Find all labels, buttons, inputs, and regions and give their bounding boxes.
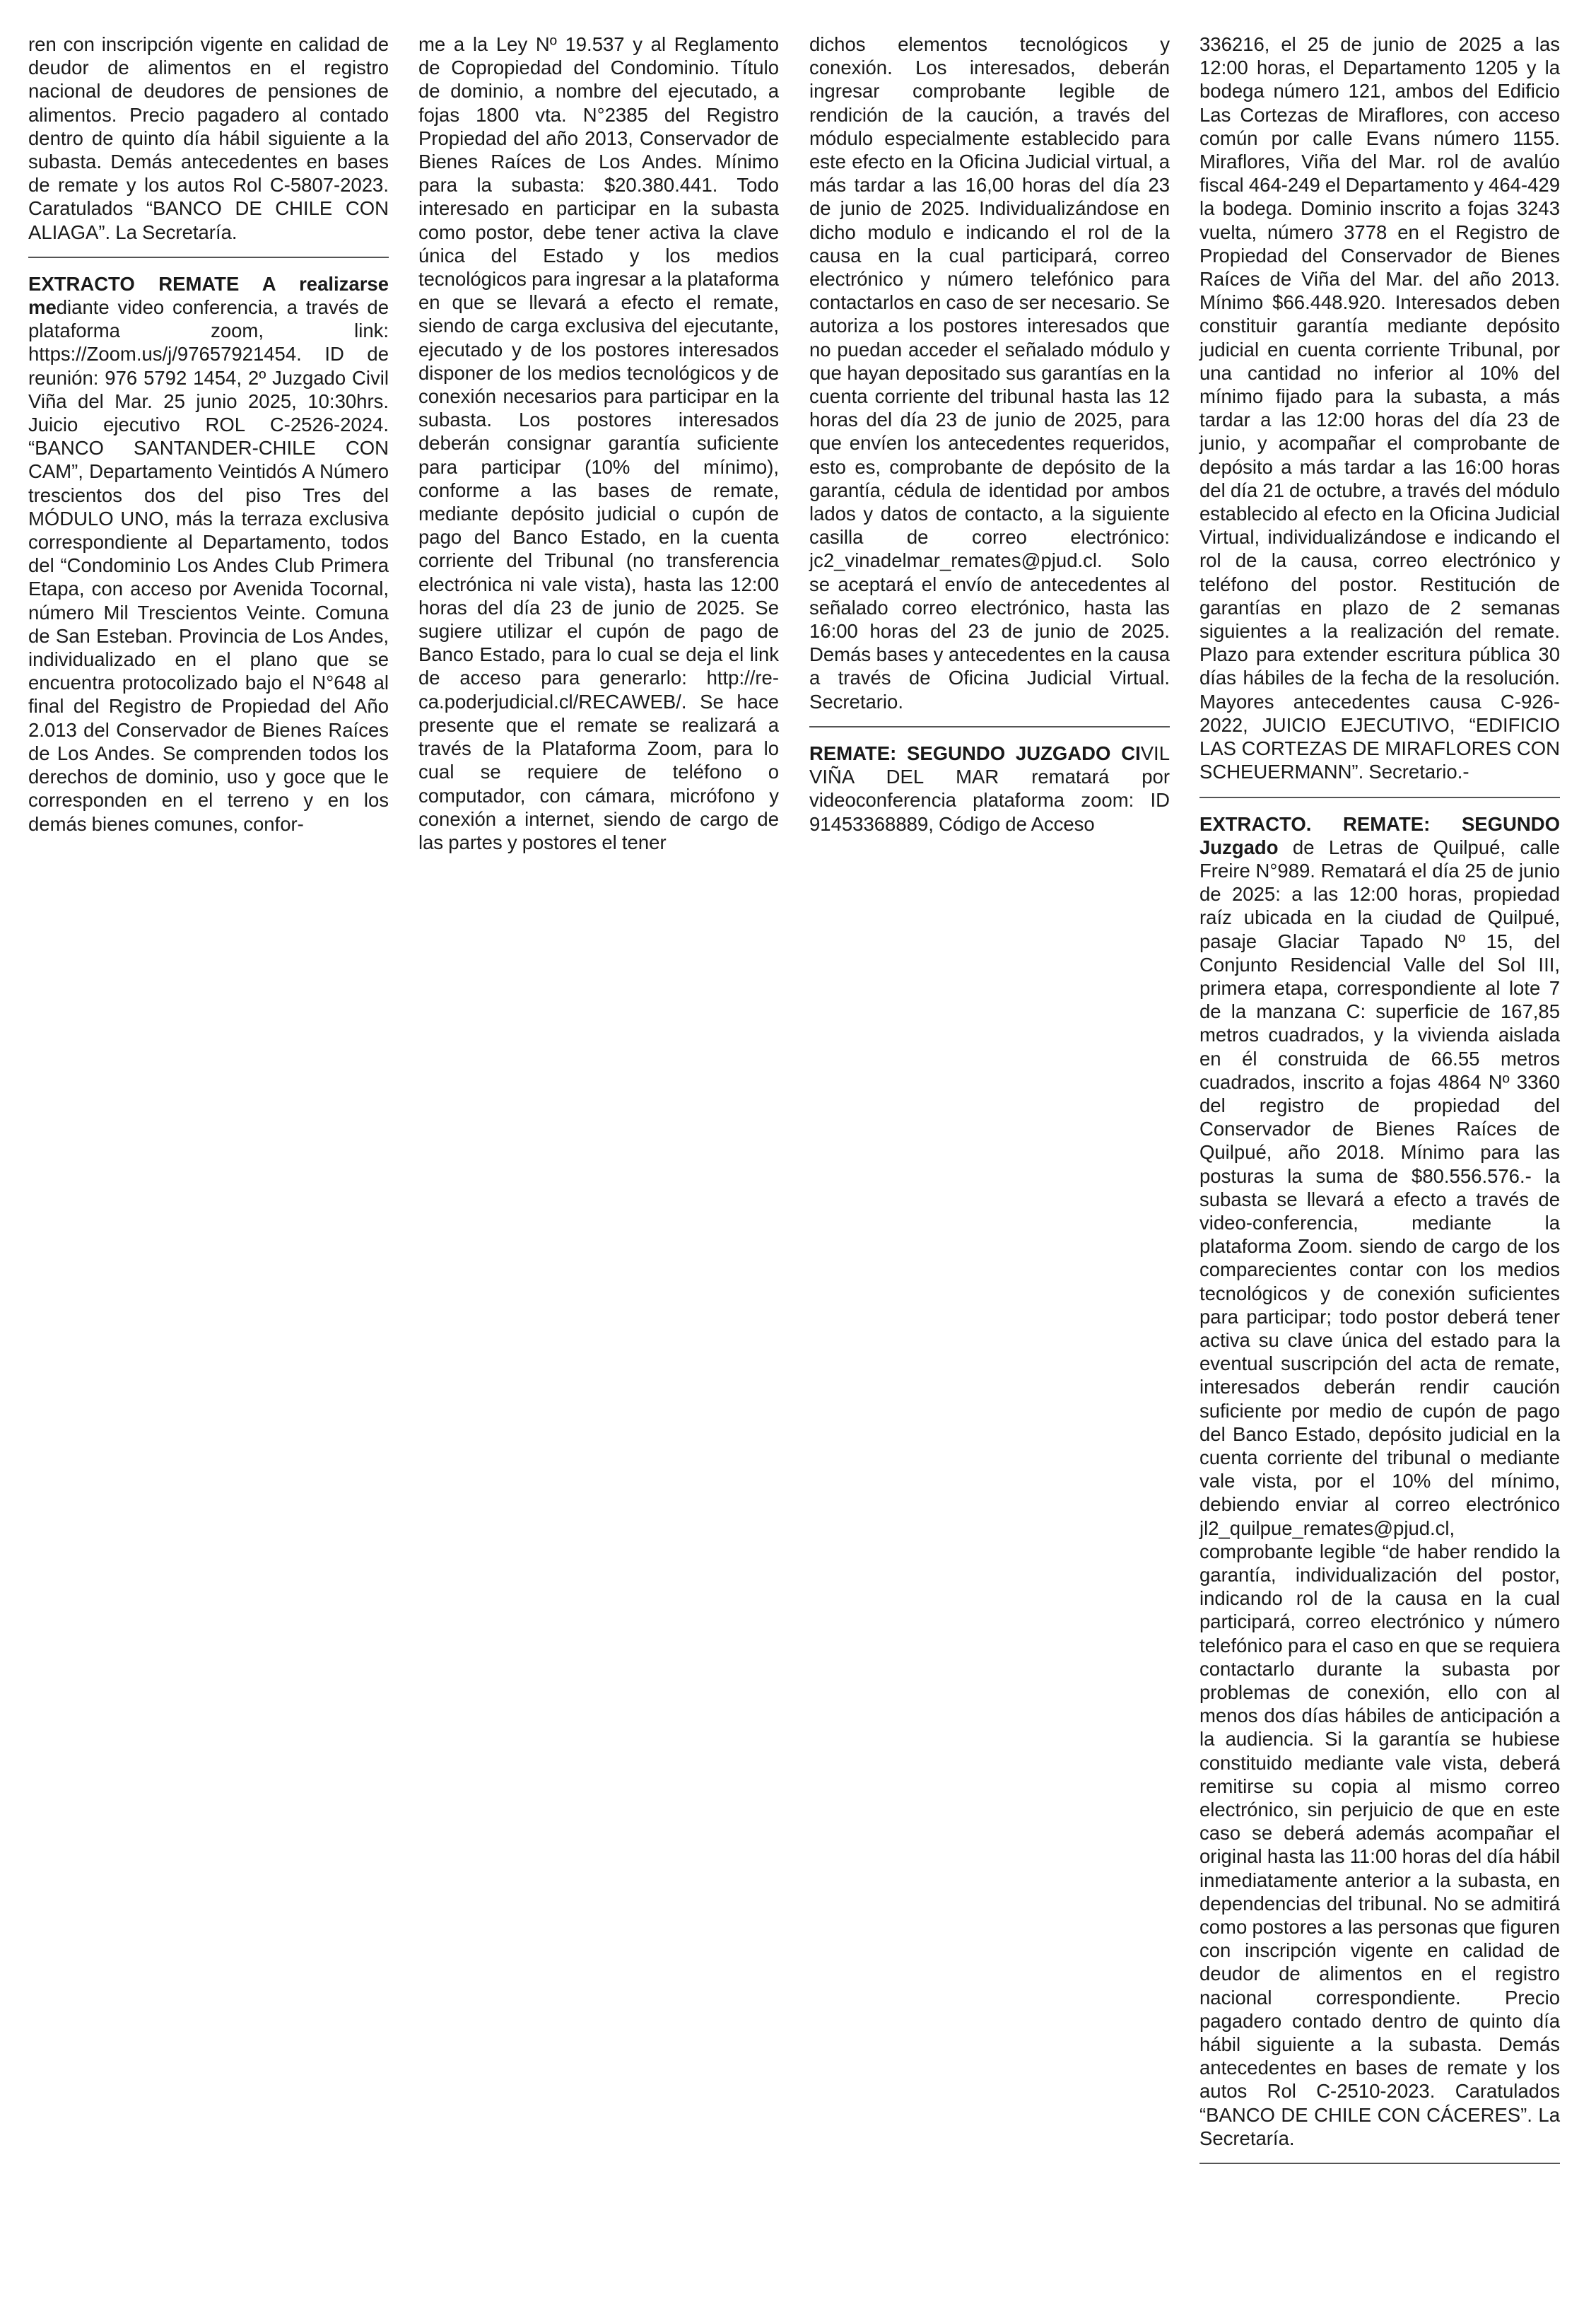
notice-divider xyxy=(1199,797,1560,798)
notice-lead: REMATE: SEGUNDO JUZGADO CI xyxy=(809,742,1141,764)
notice-remate-santander-end xyxy=(809,33,1170,713)
notice-body: de Letras de Quilpué, calle Freire N°989. Rematará el día 25 de junio de 2025: a las 12:00 horas, propiedad raíz ubicada en la ciudad de Quilpué, pasaje Glaciar Tapado Nº 15, del Conjunto Residencial Valle del Sol III, primera etapa, correspondiente al lote 7 de la manzana C: superficie de 167,85 metros cuadrados, y la vivienda aislada en él construida de 66.55 metros cuadrados, inscrito a fojas 4864 Nº 3360 del registro de propiedad del Conservador de Bienes Raíces de Quilpué, año 2018. Mínimo para las posturas la suma de $80.556.576.- la subasta se llevará a efecto a través de video-conferencia, mediante la plataforma Zoom. siendo de cargo de los comparecientes contar con los medios tecnológicos y de conexión suficientes para participar; todo postor deberá tener activa su clave única del estado para la eventual suscripción del acta de remate, interesados deberán rendir caución suficiente por medio de cupón de pago del Banco Estado, depósito judicial en la cuenta corriente del tribunal o mediante vale vista, por el 10% del mínimo, debiendo enviar al correo electrónico jl2_quilpue_remates@pjud.cl, comprobante legible “de haber rendido la garantía, individualización del postor, indicando rol de la causa en la cual participará, correo electrónico y número telefónico para el caso en que se requiera contactarlo durante la subasta por problemas de conexión, ello con al menos dos días hábiles de anticipación a la audiencia. Si la garantía se hubiese constituido mediante vale vista, deberá remitirse su copia al mismo correo electrónico, sin perjuicio de que en este caso se deberá además acompañar el original hasta las 11:00 horas del día hábil inmediatamente anterior a la subasta, en dependencias del tribunal. No se admitirá como postores a las personas que figuren con inscripción vigente en calidad de deudor de alimentos en el registro nacional correspondiente. Precio pagadero contado dentro de quinto día hábil siguiente a la subasta. Demás antecedentes en bases de remate y los autos Rol C-2510-2023. Caratulados “BANCO DE CHILE CON CÁCERES”. La Secretaría. xyxy=(1199,836,1560,2149)
notice-remate-cortezas xyxy=(809,742,1170,836)
column-3 xyxy=(809,33,1170,836)
column-4 xyxy=(1199,33,1560,2178)
notice-remate-quilpue xyxy=(1199,812,1560,2151)
notice-body: diante video conferencia, a través de plataforma zoom, link: https://Zoom.us/j/97657921454. ID de reunión: 976 5792 1454, 2º Juzgado Civil Viña del Mar. 25 junio 2025, 10:30hrs. Juicio ejecutivo ROL C-2526-2024. “BANCO SANTANDER-CHILE CON CAM”, Departamento Veintidós A Número trescientos dos del piso Tres del MÓDULO UNO, más la terraza exclusiva correspondiente al Departamento, todos del “Condominio Los Andes Club Primera Etapa, con acceso por Avenida Tocornal, número Mil Trescientos Veinte. Comuna de San Esteban. Provincia de Los Andes, individualizado en el plano que se encuentra protocolizado bajo el N°648 al final del Registro de Propiedad del Año 2.013 del Conservador de Bienes Raíces de Los Andes. Se comprenden todos los derechos de dominio, uso y goce que le corresponden en el terreno y en los demás bienes comunes, confor- xyxy=(28,296,389,835)
notice-body: 336216, el 25 de junio de 2025 a las 12:00 horas, el Departamento 1205 y la bodega número 121, ambos del Edificio Las Cortezas de Miraflores, con acceso común por calle Evans número 1155. Miraflores, Viña del Mar. rol de avalúo fiscal 464-249 el Departamento y 464-429 la bodega. Dominio inscrito a fojas 3243 vuelta, número 3778 en el Registro de Propiedad del Conservador de Bienes Raíces de Viña del Mar. del año 2013. Mínimo $66.448.920. Interesados deben constituir garantía mediante depósito judicial en cuenta corriente Tribunal, por una cantidad no inferior al 10% del mínimo fijado para la subasta, a más tardar a las 12:00 horas del día 23 de junio, y acompañar el comprobante de depósito a más tardar a las 16:00 horas del día 21 de octubre, a través del módulo establecido al efecto en la Oficina Judicial Virtual, individualizándose e indicando el rol de la causa, correo electrónico y teléfono del postor. Restitución de garantías en plazo de 2 semanas siguientes a la realización del remate. Plazo para extender escritura pública 30 días hábiles de la fecha de la resolución. Mayores antecedentes causa C-926-2022, JUICIO EJECUTIVO, “EDIFICIO LAS CORTEZAS DE MIRAFLORES CON SCHEUERMANN”. Secretario.- xyxy=(1199,33,1560,783)
column-2 xyxy=(418,33,779,854)
notice-body: ren con inscripción vigente en calidad de deudor de alimentos en el registro nacional de deudores de pensiones de alimentos. Precio pagadero al contado dentro de quinto día hábil siguiente a la subasta. Demás antecedentes en bases de remate y los autos Rol C-5807-2023. Caratulados “BANCO DE CHILE CON ALIAGA”. La Secretaría. xyxy=(28,33,389,243)
notice-divider xyxy=(28,257,389,258)
notice-lead: EXTRACTO REMATE A realizarse me xyxy=(28,272,389,319)
notice-body: me a la Ley Nº 19.537 y al Reglamento de Copropiedad del Condominio. Título de dominio, a nombre del ejecutado, a fojas 1800 vta. N°2385 del Registro Propiedad del año 2013, Conservador de Bienes Raíces de Los Andes. Mínimo para la subasta: $20.380.441. Todo interesado en participar en la subasta como postor, debe tener activa la clave única del Estado y los medios tecnológicos para ingresar a la plataforma en que se llevará a efecto el remate, siendo de carga exclusiva del ejecutante, ejecutado y de los postores interesados disponer de los medios tecnológicos y de conexión necesarios para participar en la subasta. Los postores interesados deberán consignar garantía suficiente para participar (10% del mínimo), conforme a las bases de remate, mediante depósito judicial o cupón de pago del Banco Estado, en la cuenta corriente del Tribunal (no transferencia electrónica ni vale vista), hasta las 12:00 horas del día 23 de junio de 2025. Se sugiere utilizar el cupón de pago de Banco Estado, para lo cual se deja el link de acceso para generarlo: http://re-ca.poderjudicial.cl/RECAWEB/. Se hace presente que el remate se realizará a través de la Plataforma Zoom, para lo cual se requiere de teléfono o computador, con cámara, micrófono y conexión a internet, siendo de cargo de las partes y postores el tener xyxy=(418,33,779,853)
notice-lead: EXTRACTO. REMATE: SEGUNDO Juzgado xyxy=(1199,812,1560,858)
notice-divider xyxy=(1199,2163,1560,2164)
notice-remate-cortezas-continued xyxy=(1199,33,1560,784)
notice-body: dichos elementos tecnológicos y conexión. Los interesados, deberán ingresar comprobante legible de rendición de la caución, a través del módulo especialmente establecido para este efecto en la Oficina Judicial virtual, a más tardar a las 16,00 horas del día 23 de junio de 2025. Individualizándose en dicho modulo e indicando el rol de la causa en la cual participará, correo electrónico y número telefónico para contactarlos en caso de ser necesario. Se autoriza a los postores interesados que no puedan acceder el señalado módulo y que hayan depositado sus garantías en la cuenta corriente del tribunal hasta las 12 horas del día 23 de junio de 2025, para que envíen los antecedentes requeridos, esto es, comprobante de depósito de la garantía, cédula de identidad por ambos lados y datos de contacto, a la siguiente casilla de correo electrónico: jc2_vinadelmar_remates@pjud.cl. Solo se aceptará el envío de antecedentes al señalado correo electrónico, hasta las 16:00 horas del 23 de junio de 2025. Demás bases y antecedentes en la causa a través de Oficina Judicial Virtual. Secretario. xyxy=(809,33,1170,713)
notice-divider xyxy=(809,726,1170,727)
notice-remate-santander-continued xyxy=(418,33,779,854)
column-1 xyxy=(28,33,389,836)
notice-aliaga-continued xyxy=(28,33,389,244)
notice-remate-santander xyxy=(28,272,389,836)
notice-body: VIL VIÑA DEL MAR rematará por videoconferencia plataforma zoom: ID 91453368889, Código de Acceso xyxy=(809,742,1170,835)
